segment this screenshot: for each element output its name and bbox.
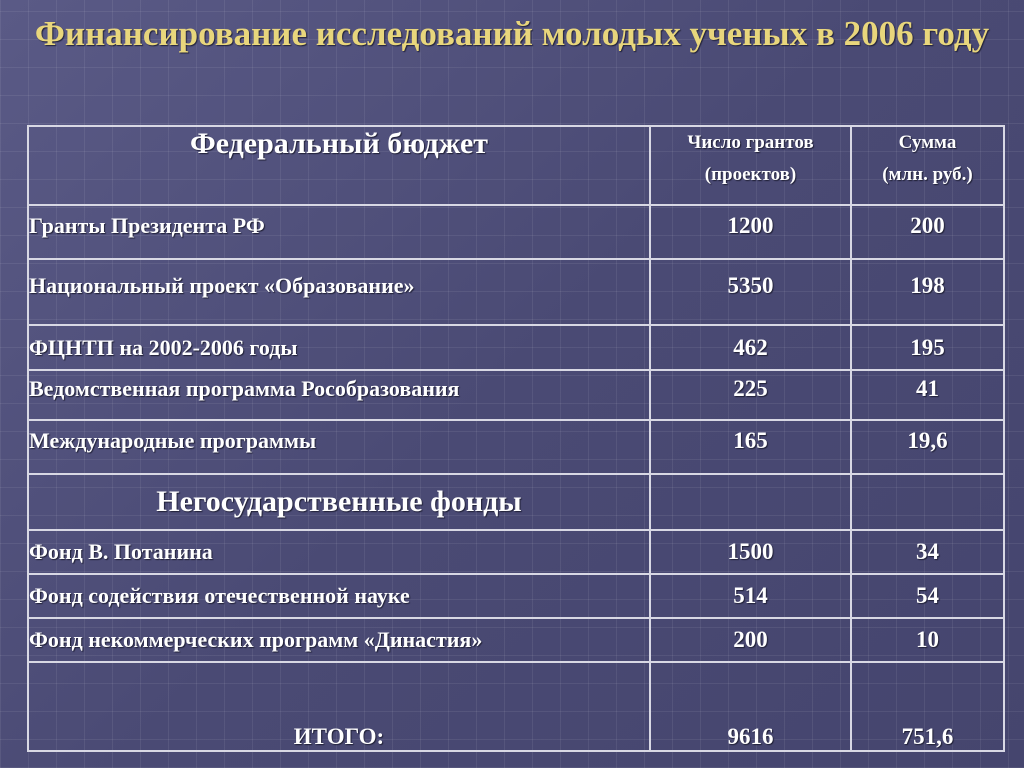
table-row (28, 420, 1004, 474)
row-label: Фонд содействия отечественной науке (28, 574, 650, 618)
row-sum: 10 (851, 618, 1004, 662)
row-grants: 462 (650, 325, 851, 370)
row-grants: 514 (650, 574, 851, 618)
row-label: Международные программы (28, 420, 650, 474)
row-sum: 54 (851, 574, 1004, 618)
table-row (28, 618, 1004, 662)
empty-cell (851, 474, 1004, 530)
row-grants: 1200 (650, 205, 851, 259)
grants-header-line1: Число грантов (687, 132, 814, 153)
section-row (28, 474, 1004, 530)
nongov-funds-heading: Негосударственные фонды (28, 474, 650, 530)
federal-budget-heading: Федеральный бюджет (28, 126, 650, 205)
total-grants: 9616 (650, 662, 851, 751)
row-label: Гранты Президента РФ (28, 205, 650, 259)
table-row (28, 259, 1004, 325)
row-label: ФЦНТП на 2002-2006 годы (28, 325, 650, 370)
grants-header-line2: (проектов) (704, 164, 797, 185)
total-label: ИТОГО: (28, 662, 650, 751)
sum-header-line1: Сумма (898, 132, 957, 153)
total-row (28, 662, 1004, 751)
grants-column-header (650, 126, 851, 205)
table-row (28, 574, 1004, 618)
row-grants: 225 (650, 370, 851, 420)
table-row (28, 370, 1004, 420)
table-row (28, 325, 1004, 370)
empty-cell (650, 474, 851, 530)
row-grants: 5350 (650, 259, 851, 325)
row-sum: 34 (851, 530, 1004, 574)
funding-table (27, 125, 1005, 752)
table-header-row (28, 126, 1004, 205)
sum-column-header (851, 126, 1004, 205)
row-sum: 200 (851, 205, 1004, 259)
row-grants: 165 (650, 420, 851, 474)
row-label: Национальный проект «Образование» (28, 259, 650, 325)
sum-header-line2: (млн. руб.) (882, 164, 973, 185)
row-label: Ведомственная программа Рособразования (28, 370, 650, 420)
row-sum: 41 (851, 370, 1004, 420)
row-sum: 195 (851, 325, 1004, 370)
row-label: Фонд В. Потанина (28, 530, 650, 574)
page-title: Финансирование исследований молодых ученых в 2006 году (34, 14, 990, 53)
row-sum: 198 (851, 259, 1004, 325)
total-sum: 751,6 (851, 662, 1004, 751)
table-row (28, 530, 1004, 574)
table-row (28, 205, 1004, 259)
row-sum: 19,6 (851, 420, 1004, 474)
row-label: Фонд некоммерческих программ «Династия» (28, 618, 650, 662)
row-grants: 200 (650, 618, 851, 662)
row-grants: 1500 (650, 530, 851, 574)
